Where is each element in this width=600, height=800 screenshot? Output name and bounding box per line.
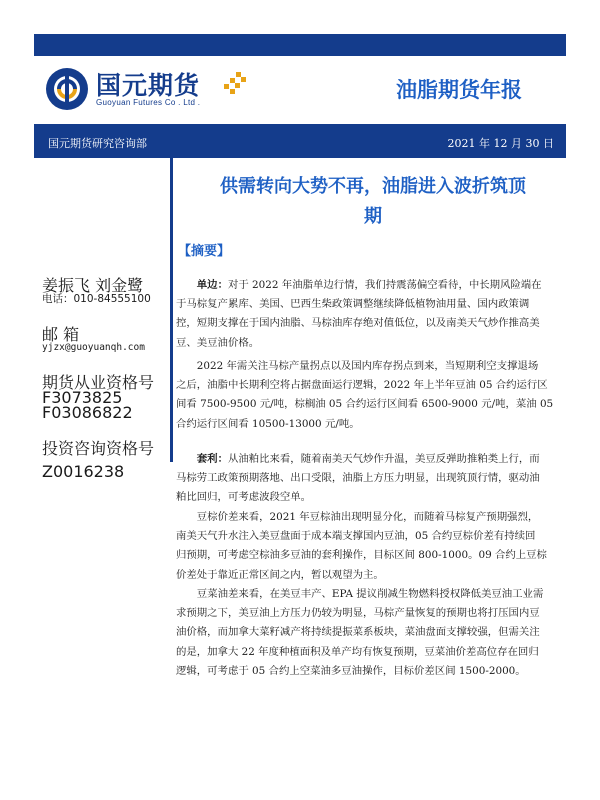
- futures-qualification-number: F3073825: [42, 388, 123, 407]
- email-link[interactable]: yjzx@guoyuanqh.com: [42, 342, 145, 353]
- vertical-divider: [170, 158, 173, 462]
- abstract-label: 【摘要】: [178, 244, 231, 259]
- report-type-title: 油脂期货年报: [396, 78, 522, 102]
- logo-text-en: Guoyuan Futures Co . Ltd .: [96, 98, 201, 107]
- paragraph-arbitrage: [176, 450, 561, 508]
- text-line: 的是，加拿大 22 年度种植面积及单产均有恢复预期，豆菜油价差高位存在回归: [176, 645, 539, 658]
- text-line: 求预期之下，美豆油上方压力仍较为明显，马棕产量恢复的预期也将打压国内豆: [176, 607, 540, 620]
- logo-text-cn: 国元期货: [96, 71, 201, 100]
- text-line: 控，短期支撑在于国内油脂、马棕油库存绝对值低位，以及南美天气炒作推高美: [176, 317, 540, 330]
- consulting-qualification-number: Z0016238: [42, 462, 125, 481]
- department-bar: [34, 124, 566, 158]
- text-line: 逻辑，可考虑于 05 合约上空菜油多豆油操作，目标价差区间 1500-2000。: [176, 664, 526, 677]
- text-line: 合约运行区间看 10500-13000 元/吨。: [176, 417, 360, 430]
- main-title-line: 期: [364, 206, 382, 227]
- analyst-names: 姜振飞 刘金鹭: [42, 276, 144, 295]
- paragraph-soy-rapeseed-spread: [176, 585, 561, 681]
- paragraph-unilateral: [176, 276, 561, 353]
- text-line: 单边：对于 2022 年油脂单边行情，我们持震荡偏空看待，中长期风险端在: [196, 279, 542, 291]
- text-line: 于马棕复产累库、美国、巴西生柴政策调整继续降低植物油用量、国内政策调: [176, 298, 530, 311]
- text-line: 粕比回归，可考虑波段空单。: [176, 491, 312, 504]
- text-line: 套利：从油粕比来看，随着南美天气炒作升温，美豆反弹助推粕类上行，而: [196, 453, 540, 465]
- text-line: 间看 7500-9500 元/吨，棕榈油 05 合约运行区间看 6500-9000 元/吨，菜油 05: [176, 398, 554, 411]
- futures-qualification-label: 期货从业资格号: [42, 373, 155, 392]
- text-line: 南美天气升水注入美豆盘面于成本端支撑国内豆油，05 合约豆棕价差有持续回: [176, 530, 536, 543]
- text-line: 豆菜油差来看，在美豆丰产、EPA 提议削减生物燃料授权降低美豆油工业需: [196, 588, 544, 600]
- paragraph-outlook: [176, 357, 561, 434]
- phone: 电话：010-84555100: [42, 293, 151, 305]
- report-date: 2021 年 12 月 30 日: [447, 137, 554, 150]
- paragraph-lead: 单边：: [196, 279, 228, 291]
- paragraph-soy-palm-spread: [176, 508, 561, 585]
- main-title-line: 供需转向大势不再，油脂进入波折筑顶: [220, 176, 526, 197]
- email-label: 邮 箱: [42, 325, 80, 344]
- text-line: 归预期，可考虑空棕油多豆油的套利操作，目标区间 800-1000。09 合约上豆棕: [176, 549, 547, 562]
- futures-qualification-number: F03086822: [42, 403, 133, 422]
- paragraph-lead: 套利：: [196, 453, 228, 465]
- text-line: 之后，油脂中长期利空将占据盘面运行逻辑，2022 年上半年豆油 05 合约运行区: [176, 379, 548, 392]
- text-line: 2022 年需关注马棕产量拐点以及国内库存拐点到来，当短期利空支撑退场: [196, 360, 539, 372]
- text-line: 价差处于靠近正常区间之内，暂以观望为主。: [176, 568, 384, 581]
- guoyuan-logo-icon: [44, 66, 90, 112]
- consulting-qualification-label: 投资咨询资格号: [42, 439, 155, 458]
- text-line: 豆棕价差来看，2021 年豆棕油出现明显分化，而随着马棕复产预期强烈，: [196, 511, 539, 523]
- header: [34, 60, 566, 124]
- text-line: 豆、美豆油价格。: [176, 336, 260, 349]
- department-name: 国元期货研究咨询部: [48, 137, 147, 150]
- top-banner: [34, 34, 566, 56]
- main-title: [178, 172, 568, 232]
- text-line: 油价格，而加拿大菜籽减产将持续提振菜系板块，菜油盘面支撑较强，但需关注: [176, 626, 540, 639]
- logo-dots-icon: [224, 72, 246, 94]
- text-line: 马棕劳工政策预期落地、出口受限，油脂上方压力明显，出现筑顶行情，驱动油: [176, 472, 540, 485]
